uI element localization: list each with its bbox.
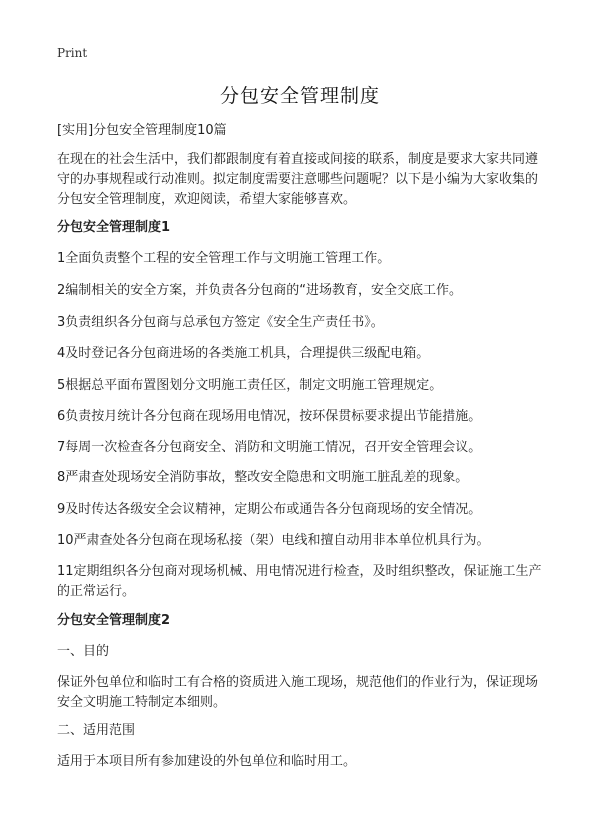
list-item: 8严肃查处现场安全消防事故，整改安全隐患和文明施工脏乱差的现象。: [57, 470, 469, 485]
list-item: 4及时登记各分包商进场的各类施工机具，合理提供三级配电箱。: [57, 346, 430, 361]
subsection-heading-purpose: 一、目的: [57, 644, 110, 659]
section-heading-2: 分包安全管理制度2: [57, 613, 171, 628]
document-title: 分包安全管理制度: [219, 85, 380, 107]
list-item: 5根据总平面布置图划分文明施工责任区，制定文明施工管理规定。: [57, 378, 443, 393]
list-item: 11定期组织各分包商对现场机械、用电情况进行检查，及时组织整改，保证施工生产的正常运行。: [57, 564, 542, 599]
list-item: 9及时传达各级安全会议精神，定期公布或通告各分包商现场的安全情况。: [57, 502, 482, 517]
list-item: 6负责按月统计各分包商在现场用电情况，按环保贯标要求提出节能措施。: [57, 409, 482, 424]
subsection-heading-scope: 二、适用范围: [57, 723, 136, 738]
scope-paragraph: 适用于本项目所有参加建设的外包单位和临时用工。: [57, 754, 357, 769]
print-label[interactable]: Print: [57, 46, 88, 60]
intro-paragraph: 在现在的社会生活中，我们都跟制度有着直接或间接的联系，制度是要求大家共同遵守的办事规程或行动准则。拟定制度需要注意哪些问题呢？以下是小编为大家收集的分包安全管理制度，欢迎阅读，希望大家能够喜欢。: [57, 152, 539, 207]
list-item: 1全面负责整个工程的安全管理工作与文明施工管理工作。: [57, 251, 391, 266]
section-heading-1: 分包安全管理制度1: [57, 220, 171, 235]
document-subtitle: [实用]分包安全管理制度10篇: [57, 123, 227, 138]
list-item: 2编制相关的安全方案，并负责各分包商的“进场教育，安全交底工作。: [57, 283, 463, 298]
list-item: 7每周一次检查各分包商安全、消防和文明施工情况，召开安全管理会议。: [57, 440, 482, 455]
list-item: 10严肃查处各分包商在现场私接（架）电线和擅自动用非本单位机具行为。: [57, 533, 490, 548]
list-item: 3负责组织各分包商与总承包方签定《安全生产责任书》。: [57, 315, 384, 330]
purpose-paragraph: 保证外包单位和临时工有合格的资质进入施工现场，规范他们的作业行为，保证现场安全文明施工特制定本细则。: [57, 675, 539, 710]
